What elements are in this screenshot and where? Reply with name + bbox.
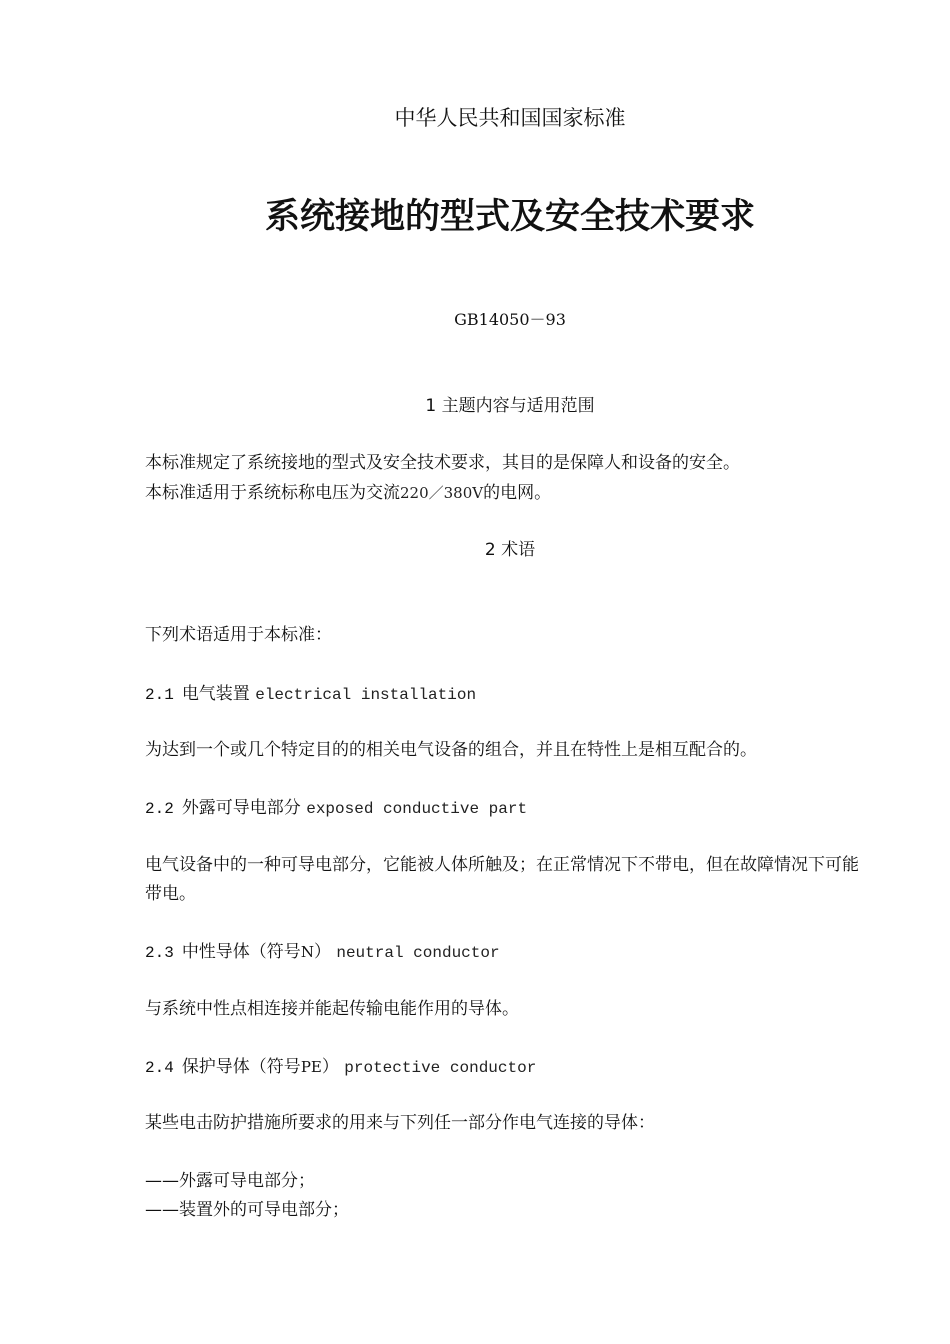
term-english: electrical installation — [255, 686, 477, 704]
term-name: 外露可导电部分 — [181, 798, 301, 818]
section-1-heading: 1 主题内容与适用范围 — [425, 396, 595, 416]
document-title: 系统接地的型式及安全技术要求 — [264, 197, 755, 237]
section-2-intro: 下列术语适用于本标准： — [145, 625, 332, 645]
term-number: 2.4 — [145, 1059, 174, 1077]
term-english: neutral conductor — [336, 944, 500, 962]
term-2-3-definition: 与系统中性点相连接并能起传输电能作用的导体。 — [145, 999, 519, 1019]
p2-text-post: 的电网。 — [483, 483, 552, 503]
list-item: ——装置外的可导电部分； — [145, 1200, 349, 1220]
term-number: 2.3 — [145, 944, 174, 962]
term-2-1-definition: 为达到一个或几个特定目的的相关电气设备的组合，并且在特性上是相互配合的。 — [145, 740, 757, 760]
term-name-post: ） — [313, 942, 331, 962]
term-number: 2.1 — [145, 686, 174, 704]
term-2-3-row — [145, 944, 500, 961]
term-2-2-row — [145, 800, 527, 817]
term-name-pre: 保护导体（符号 — [181, 1057, 301, 1077]
term-symbol: PE — [300, 1058, 322, 1076]
section-1-paragraph-1: 本标准规定了系统接地的型式及安全技术要求，其目的是保障人和设备的安全。 — [145, 453, 740, 473]
term-name-post: ） — [321, 1057, 339, 1077]
term-symbol: N — [300, 943, 314, 961]
p2-voltage-value: 220／380V — [400, 484, 484, 502]
term-2-4-definition: 某些电击防护措施所要求的用来与下列任一部分作电气连接的导体： — [145, 1113, 655, 1133]
section-2-heading: 2 术语 — [484, 540, 536, 560]
term-2-2-definition: 电气设备中的一种可导电部分，它能被人体所触及；在正常情况下不带电，但在故障情况下可能带电。 — [145, 855, 859, 904]
term-name: 电气装置 — [181, 684, 250, 704]
term-2-4-row — [145, 1059, 536, 1076]
term-name-pre: 中性导体（符号 — [181, 942, 301, 962]
section-1-paragraph-2 — [145, 485, 551, 502]
term-english: protective conductor — [344, 1059, 537, 1077]
term-2-1-row — [145, 686, 476, 703]
p2-text-pre: 本标准适用于系统标称电压为交流 — [145, 483, 400, 503]
term-english: exposed conductive part — [306, 800, 528, 818]
standard-header: 中华人民共和国国家标准 — [394, 106, 626, 130]
list-item: ——外露可导电部分； — [145, 1171, 315, 1191]
standard-code: GB14050－93 — [454, 310, 566, 329]
term-number: 2.2 — [145, 800, 174, 818]
